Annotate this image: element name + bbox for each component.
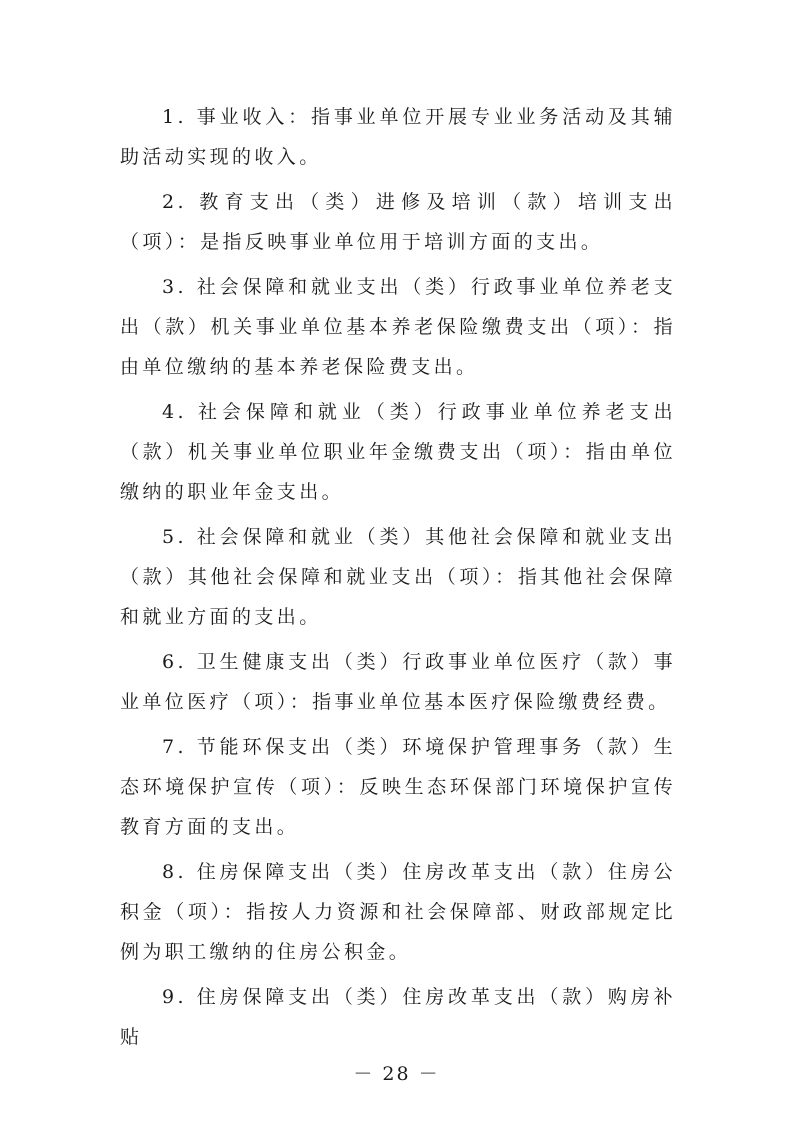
paragraph-5: 5. 社会保障和就业（类）其他社会保障和就业支出（款）其他社会保障和就业支出（项）：指其他社会保障和就业方面的支出。 (120, 526, 676, 628)
paragraph-7: 7. 节能环保支出（类）环境保护管理事务（款）生态环境保护宣传（项）：反映生态环保部门环境保护宣传教育方面的支出。 (120, 736, 676, 838)
page-number: － 28 － (353, 1063, 440, 1085)
paragraph-8: 8. 住房保障支出（类）住房改革支出（款）住房公积金（项）：指按人力资源和社会保障部、财政部规定比例为职工缴纳的住房公积金。 (120, 861, 676, 963)
paragraph-2: 2. 教育支出（类）进修及培训（款）培训支出（项）：是指反映事业单位用于培训方面的支出。 (120, 191, 676, 253)
paragraph-6: 6. 卫生健康支出（类）行政事业单位医疗（款）事业单位医疗（项）：指事业单位基本医疗保险缴费经费。 (120, 651, 676, 713)
paragraph-9: 9. 住房保障支出（类）住房改革支出（款）购房补贴 (120, 986, 676, 1048)
paragraph-4: 4. 社会保障和就业（类）行政事业单位养老支出（款）机关事业单位职业年金缴费支出（项）：指由单位缴纳的职业年金支出。 (120, 401, 676, 503)
paragraph-1: 1. 事业收入：指事业单位开展专业业务活动及其辅助活动实现的收入。 (120, 106, 676, 168)
paragraph-3: 3. 社会保障和就业支出（类）行政事业单位养老支出（款）机关事业单位基本养老保险缴费支出（项）：指由单位缴纳的基本养老保险费支出。 (120, 276, 676, 378)
document-body (120, 97, 676, 1062)
